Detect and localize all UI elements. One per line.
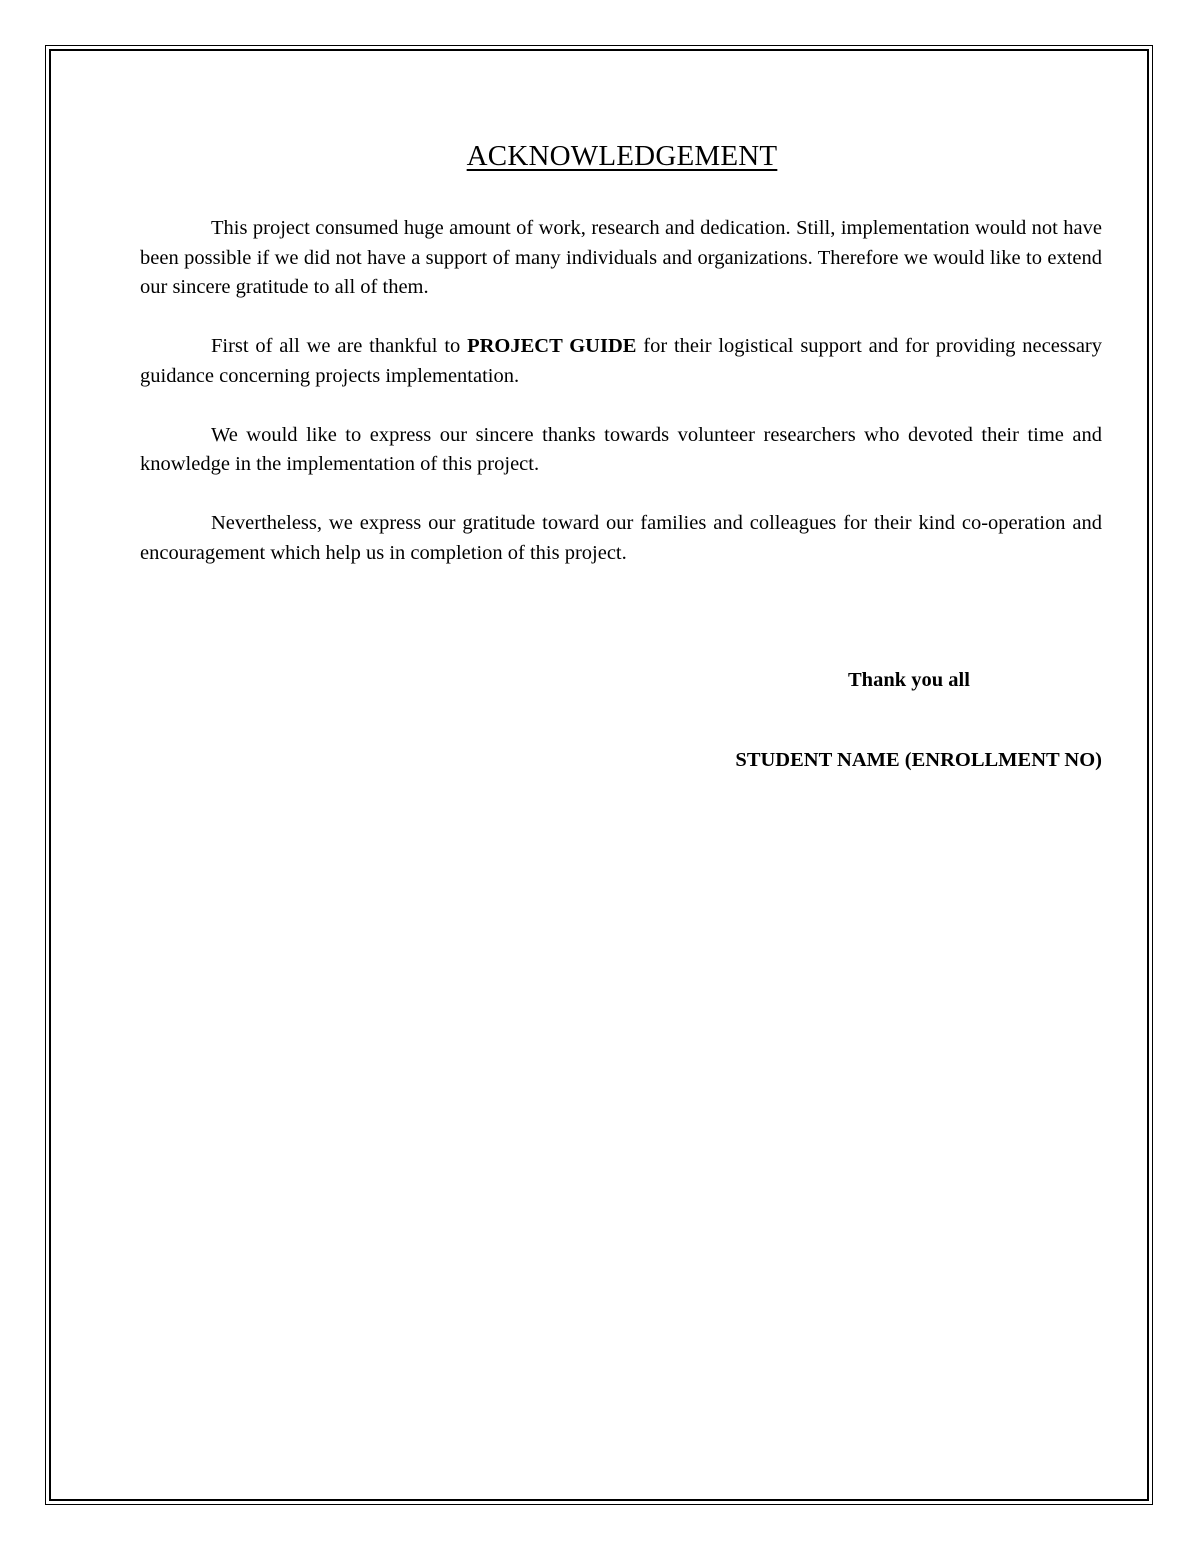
paragraph-2-rest: for their logistical support and for providing necessary guidance concerning projects implementation. [140,335,1102,387]
paragraph-2-lead: First of all we are thankful to [211,335,468,357]
paragraph-3: We would like to express our sincere thanks towards volunteer researchers who devoted their time and knowledge in the implementation of this project. [140,423,1102,475]
paragraph-1: This project consumed huge amount of work, research and dedication. Still, implementation would not have been possible if we did not have a support of many individuals and organizations. Therefore we would like to extend our sincere gratitude to all of them. [140,217,1102,298]
closing-thanks: Thank you all [848,669,970,691]
paragraph-4: Nevertheless, we express our gratitude toward our families and colleagues for their kind co-operation and encouragement which help us in completion of this project. [140,512,1102,564]
student-signature: STUDENT NAME (ENROLLMENT NO) [735,749,1102,771]
paragraph-2 [140,332,1102,391]
acknowledgement-body [140,214,1102,598]
project-guide-emphasis: PROJECT GUIDE [467,335,637,357]
page-title: ACKNOWLEDGEMENT [466,140,778,172]
